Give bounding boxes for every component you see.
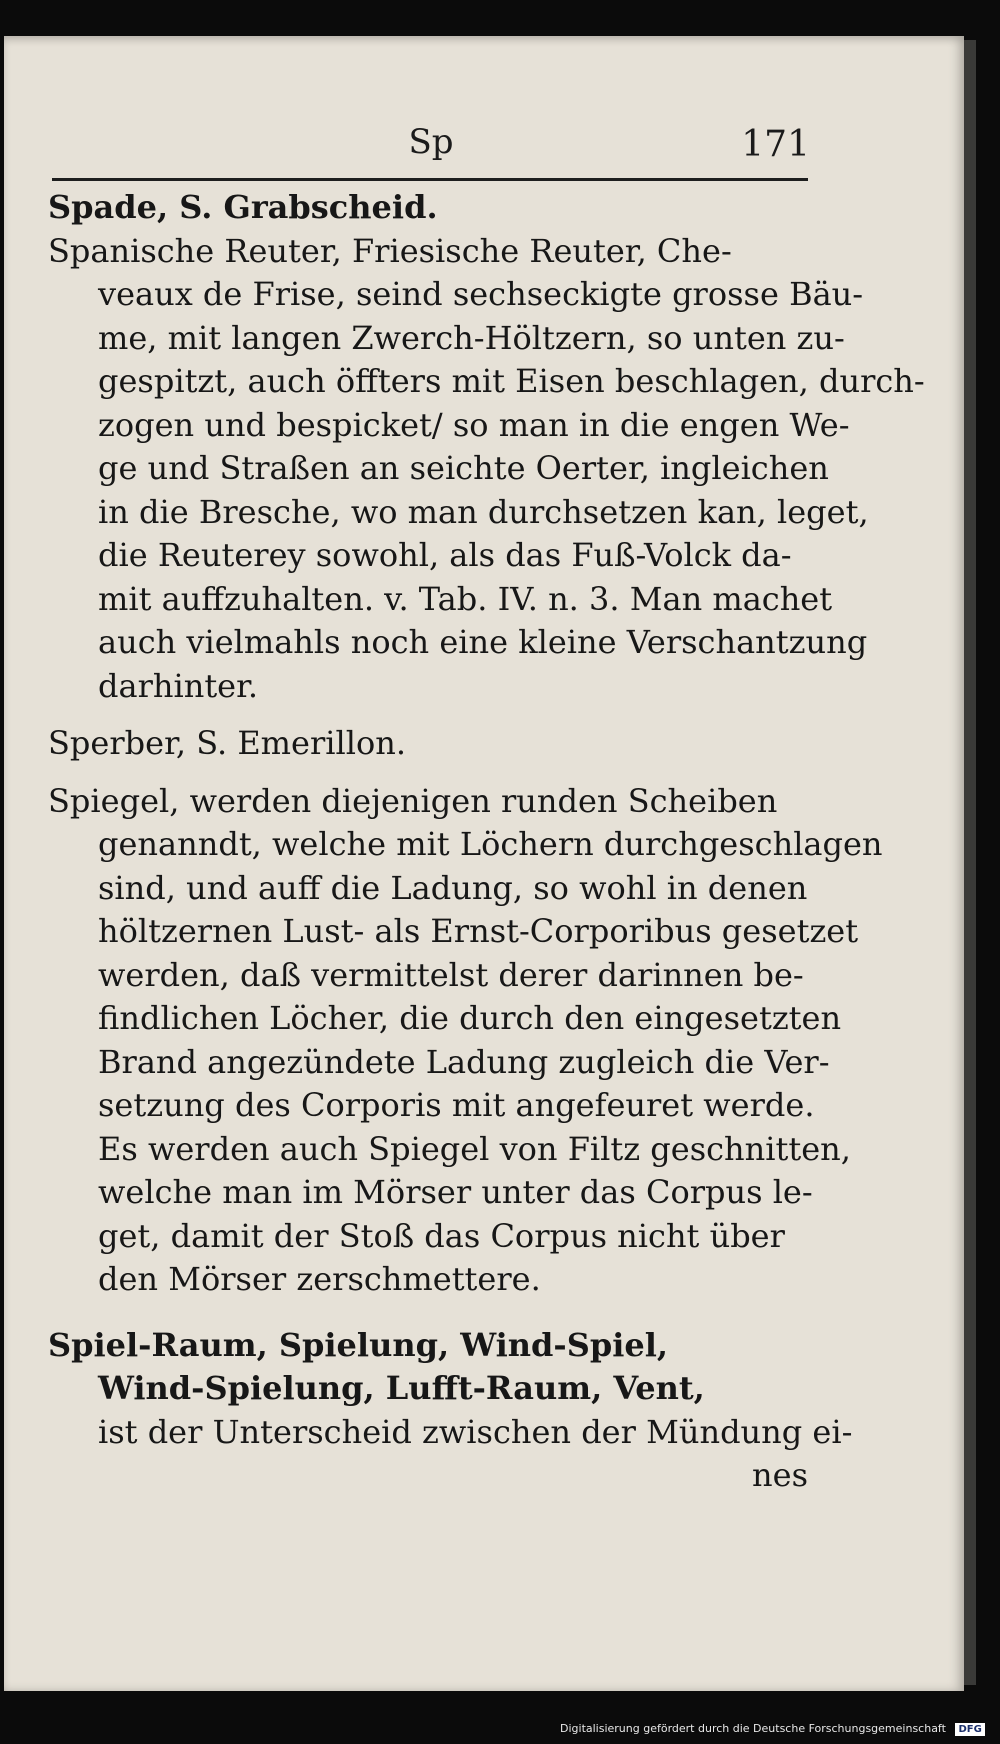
entry-line: in die Bresche, wo man durchsetzen kan, leget,	[98, 492, 869, 531]
entry-spanische-reuter	[48, 230, 925, 709]
entry-spiel-raum	[48, 1324, 853, 1455]
entry-sperber	[48, 722, 812, 766]
entry-gap	[48, 766, 812, 780]
entry-spiegel	[48, 780, 883, 1302]
entry-line: me, mit langen Zwerch-Höltzern, so unten zu-	[98, 318, 845, 357]
entry-line: den Mörser zerschmettere.	[98, 1260, 541, 1298]
entry-line: darhinter.	[98, 666, 259, 705]
header-rule	[52, 178, 808, 181]
entry-line: Wind-Spielung, Lufft-Raum, Vent,	[98, 1369, 705, 1407]
dfg-logo: DFG	[955, 1723, 984, 1736]
entry-line: Es werden auch Spiegel von Filtz geschnitten,	[98, 1129, 851, 1168]
entry-line: werden, daß vermittelst derer darinnen be-	[98, 955, 804, 994]
entry-line: Sperber, S. Emerillon.	[48, 724, 406, 762]
page-header	[52, 118, 810, 174]
entry-gap	[48, 708, 812, 722]
entry-line: gespitzt, auch öffters mit Eisen beschlagen, durch-	[98, 362, 925, 400]
entry-line: zogen und bespicket/ so man in die engen We-	[98, 405, 850, 444]
digitization-credit	[560, 1722, 1000, 1736]
entry-line: Spanische Reuter, Friesische Reuter, Che-	[48, 231, 732, 270]
entry-line: Brand angezündete Ladung zugleich die Ver-	[98, 1042, 830, 1081]
entry-line: veaux de Frise, seind sechseckigte grosse Bäu-	[98, 275, 864, 313]
entry-line: Spiel-Raum, Spielung, Wind-Spiel,	[48, 1325, 668, 1364]
entry-line: die Reuterey sowohl, als das Fuß-Volck da-	[98, 536, 792, 574]
entry-line: ist der Unterscheid zwischen der Mündung ei-	[98, 1412, 853, 1451]
credit-text: Digitalisierung gefördert durch die Deutsche Forschungsgemeinschaft	[560, 1722, 946, 1735]
entry-line: get, damit der Stoß das Corpus nicht über	[98, 1216, 785, 1255]
entry-gap	[48, 1302, 812, 1324]
entry-line: mit auffzuhalten. v. Tab. IV. n. 3. Man machet	[98, 579, 833, 618]
entry-spade	[48, 186, 812, 230]
entry-line: sind, und auff die Ladung, so wohl in denen	[98, 868, 808, 907]
entry-line: findlichen Löcher, die durch den eingesetzten	[98, 999, 842, 1037]
entry-line: welche man im Mörser unter das Corpus le-	[98, 1173, 813, 1211]
running-head: Sp	[408, 122, 454, 162]
entry-line: Spade, S. Grabscheid.	[48, 188, 438, 226]
entry-line: ge und Straßen an seichte Oerter, ingleichen	[98, 449, 829, 487]
page-number: 171	[741, 124, 810, 165]
entry-line: höltzernen Lust- als Ernst-Corporibus gesetzet	[98, 912, 859, 950]
entry-line: Spiegel, werden diejenigen runden Scheiben	[48, 781, 778, 820]
entry-line: auch vielmahls noch eine kleine Verschantzung	[98, 623, 868, 661]
text-body	[48, 186, 925, 1498]
catchword: nes	[752, 1456, 808, 1494]
entry-line: genanndt, welche mit Löchern durchgeschlagen	[98, 825, 883, 863]
entry-line: setzung des Corporis mit angefeuret werde.	[98, 1086, 815, 1124]
page-edge	[964, 40, 976, 1685]
